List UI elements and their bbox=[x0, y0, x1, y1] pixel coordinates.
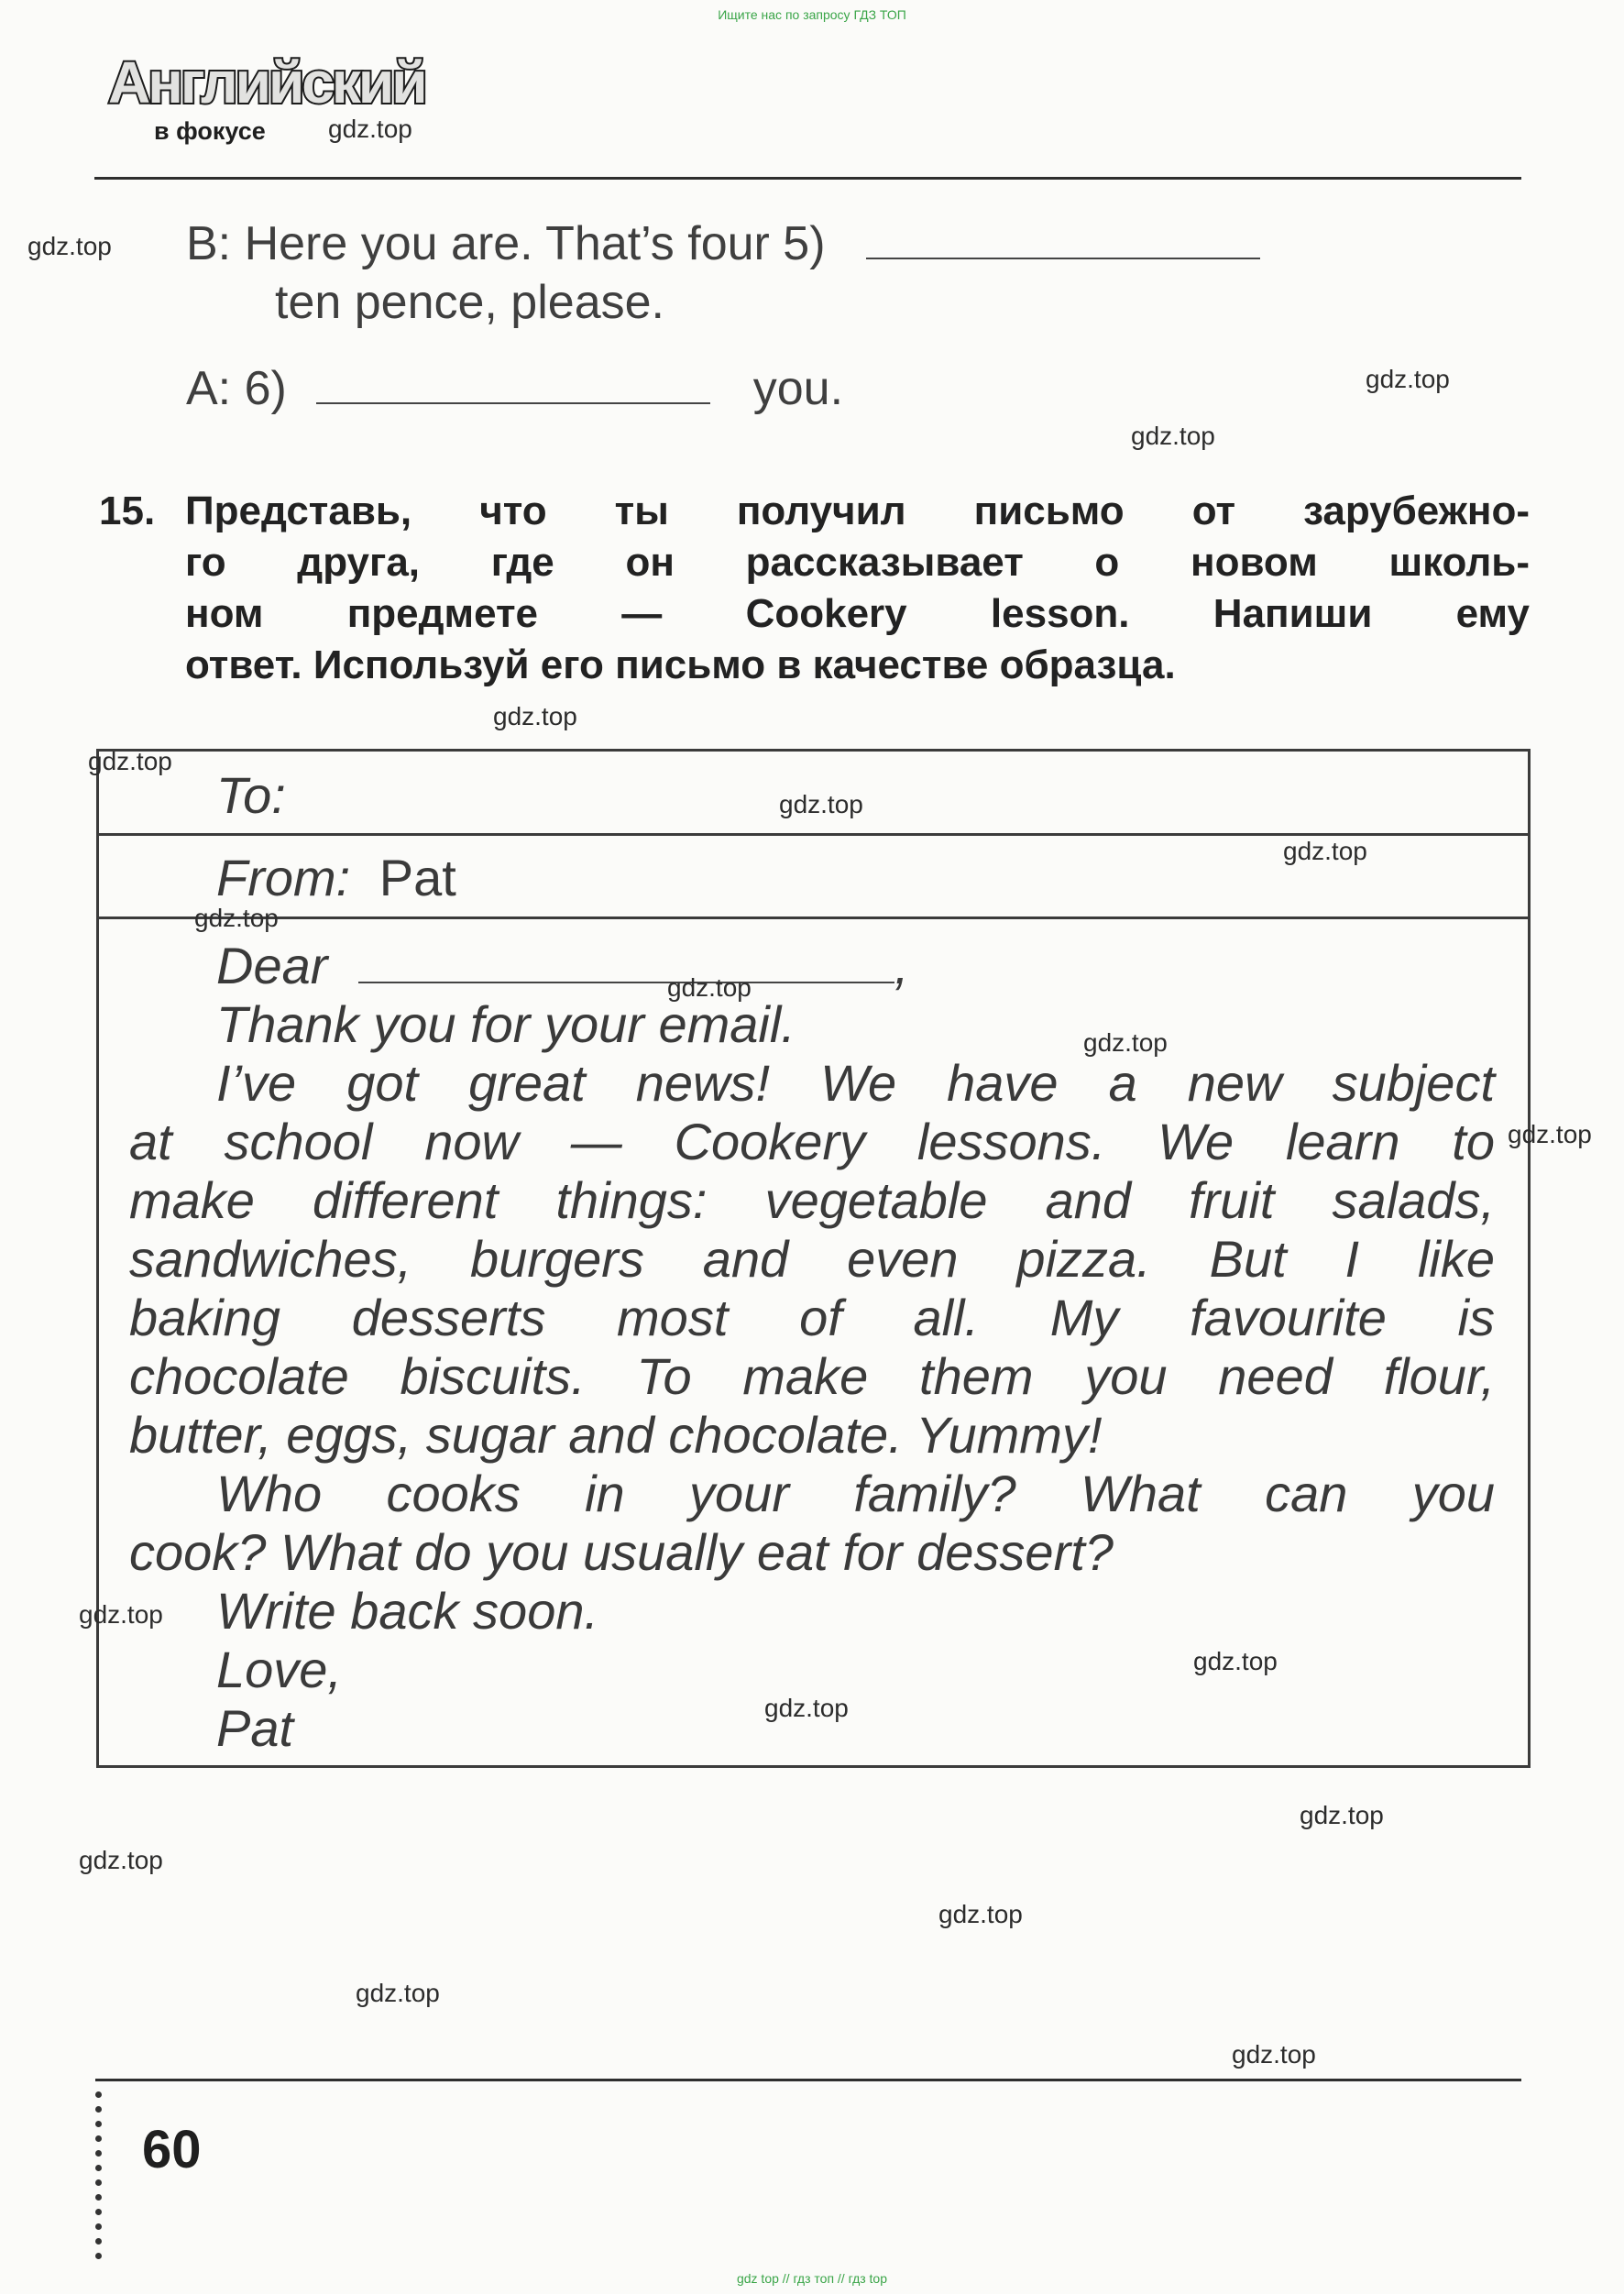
letter-line: chocolate biscuits. To make them you need flour, bbox=[129, 1347, 1495, 1405]
dear-comma: , bbox=[894, 937, 909, 994]
watermark: gdz.top bbox=[493, 702, 577, 730]
watermark: gdz.top bbox=[27, 232, 112, 260]
watermark: gdz.top bbox=[79, 1846, 163, 1874]
watermark: gdz.top bbox=[667, 973, 752, 1002]
watermark: gdz.top bbox=[1083, 1028, 1168, 1057]
logo-title: Английский bbox=[108, 49, 425, 115]
letter-divider-from bbox=[96, 917, 1531, 919]
task-line: го друга, где он рассказывает о новом школь- bbox=[185, 540, 1530, 585]
from-value: Pat bbox=[379, 849, 456, 906]
task-line: Представь, что ты получил письмо от зарубежно- bbox=[185, 488, 1530, 533]
from-label: From: bbox=[216, 849, 351, 906]
letter-line: make different things: vegetable and fruit salads, bbox=[129, 1171, 1495, 1229]
task-line: ном предмете — Cookery lesson. Напиши ему bbox=[185, 591, 1530, 636]
dear-row bbox=[216, 937, 909, 995]
footer-dots bbox=[95, 2091, 104, 2267]
watermark: gdz.top bbox=[88, 747, 172, 775]
watermark: gdz.top bbox=[764, 1694, 849, 1722]
letter-paragraph-2 bbox=[129, 1465, 1495, 1582]
watermark: gdz.top bbox=[1508, 1120, 1592, 1148]
watermark: gdz.top bbox=[1300, 1801, 1384, 1829]
footer-rule bbox=[95, 2079, 1521, 2081]
dialogue-b-line-2: ten pence, please. bbox=[275, 276, 664, 329]
letter-line: at school now — Cookery lessons. We learn to bbox=[129, 1113, 1495, 1170]
dialogue-b-line-1 bbox=[186, 214, 1260, 273]
watermark: gdz.top bbox=[1131, 422, 1215, 450]
watermark: gdz.top bbox=[1366, 365, 1450, 393]
watermark: gdz.top bbox=[1283, 837, 1367, 865]
watermark: gdz.top bbox=[1232, 2040, 1316, 2069]
letter-line: cook? What do you usually eat for dessert? bbox=[129, 1523, 1114, 1581]
dear-name-blank[interactable] bbox=[358, 982, 894, 983]
answer-blank-6[interactable] bbox=[316, 402, 710, 404]
watermark: gdz.top bbox=[194, 904, 279, 932]
watermark: gdz.top bbox=[1193, 1647, 1278, 1675]
watermark: gdz.top bbox=[938, 1900, 1023, 1928]
watermark: gdz.top bbox=[779, 790, 863, 818]
letter-line: Who cooks in your family? What can you bbox=[216, 1465, 1495, 1522]
from-row bbox=[216, 849, 456, 907]
watermark: gdz.top bbox=[328, 115, 412, 143]
answer-blank-5[interactable] bbox=[866, 258, 1260, 259]
dialogue-a-suffix: you. bbox=[752, 362, 844, 415]
bottom-banner: gdz top // гдз топ // гдз top bbox=[736, 2271, 888, 2286]
page-number: 60 bbox=[142, 2120, 202, 2179]
dialogue-a-prefix: A: 6) bbox=[186, 362, 287, 415]
letter-line: baking desserts most of all. My favourite is bbox=[129, 1289, 1495, 1346]
closing-line: Write back soon. bbox=[216, 1582, 599, 1640]
header-rule bbox=[94, 177, 1521, 180]
watermark: gdz.top bbox=[356, 1979, 440, 2007]
dialogue-a-line bbox=[186, 359, 843, 418]
letter-line: I’ve got great news! We have a new subject bbox=[216, 1054, 1495, 1112]
signature-line: Pat bbox=[216, 1699, 294, 1757]
watermark: gdz.top bbox=[79, 1600, 163, 1629]
logo-subtitle: в фокусе bbox=[154, 117, 266, 145]
letter-paragraph-1 bbox=[129, 1054, 1495, 1465]
letter-line: sandwiches, burgers and even pizza. But I like bbox=[129, 1230, 1495, 1288]
sign-off-line: Love, bbox=[216, 1641, 342, 1698]
dear-label: Dear bbox=[216, 937, 328, 994]
thank-you-line: Thank you for your email. bbox=[216, 995, 796, 1053]
to-label: To: bbox=[216, 766, 286, 824]
dialogue-b-text: B: Here you are. That’s four 5) bbox=[186, 217, 826, 270]
letter-divider-to bbox=[96, 833, 1531, 836]
top-banner: Ищите нас по запросу ГДЗ ТОП bbox=[718, 7, 906, 22]
letter-line: butter, eggs, sugar and chocolate. Yummy! bbox=[129, 1406, 1103, 1464]
task-instructions bbox=[185, 486, 1530, 691]
task-line: ответ. Используй его письмо в качестве образца. bbox=[185, 642, 1176, 687]
task-number: 15. bbox=[99, 488, 156, 533]
